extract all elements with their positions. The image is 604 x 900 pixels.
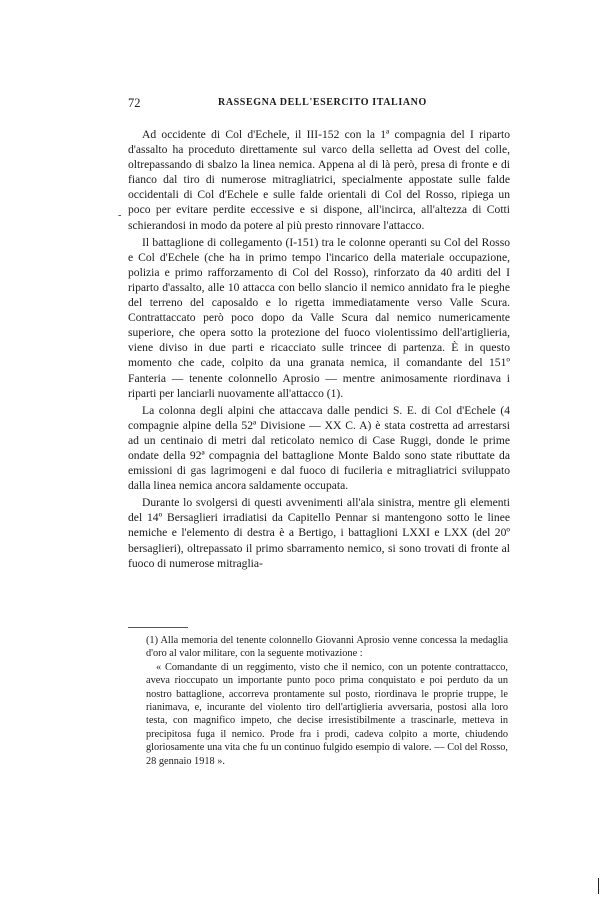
- running-head: RASSEGNA DELL'ESERCITO ITALIANO: [218, 97, 427, 108]
- paragraph: Durante lo svolgersi di questi avvenimenti all'ala sinistra, mentre gli elementi del 14º Bersaglieri irradiatisi da Capitello Pennar si mantengono sotto le linee nemiche e l'elemento di destra è a Bertigo, i battaglioni LXXI e LXX (del 20º bersaglieri), oltrepassato il primo sbarramento nemico, si sono trovati di fronte al fuoco di numerose mitraglia-: [128, 496, 510, 570]
- page-number: 72: [128, 96, 141, 110]
- footnote: [146, 634, 508, 768]
- margin-mark: -: [118, 210, 122, 221]
- paragraph: Ad occidente di Col d'Echele, il III-152 con la 1ª compagnia del I riparto d'assalto ha proceduto direttamente sul varco della selletta ad Ovest del colle, oltrepassando di sbalzo la linea nemica. Appena al di là però, presa di fronte e di fianco dal tiro di numerose mitragliatrici, specialmente appostate sulle falde occidentali di Col d'Echele e sulle falde orientali di Col del Rosso, ripiega un poco per evitare perdite eccessive e si dispone, all'incirca, all'altezza di Cotti schierandosi in modo da potere al più presto rinnovare l'attacco.: [128, 128, 510, 232]
- body-text: [128, 127, 510, 573]
- page-edge-mark: [598, 878, 599, 894]
- paragraph: La colonna degli alpini che attaccava dalle pendici S. E. di Col d'Echele (4 compagnie alpine della 52ª Divisione — XX C. A) è stata costretta ad arrestarsi ad un centinaio di metri dal reticolato nemico di Case Ruggi, donde le prime ondate della 92ª compagnia del battaglione Monte Baldo sono state ributtate da emissioni di gas lagrimogeni e dal fuoco di fucileria e mitragliatrici sviluppato dalla linea nemica ancora saldamente occupata.: [128, 403, 510, 493]
- footnote-divider: [128, 627, 188, 628]
- footnote-quote: « Comandante di un reggimento, visto che il nemico, con un potente contrattacco, aveva rioccupato un importante punto poco prima conquistato e poi perduto da un nostro battaglione, accorreva prontamente sul posto, riordinava le proprie truppe, le rianimava, e, incurante del violento tiro dell'artiglieria avversaria, postosi alla loro testa, con magnifico impeto, che decise irresistibilmente a trascinarle, metteva in precipitosa fuga il nemico. Prode fra i prodi, cadeva colpito a morte, chiudendo gloriosamente una vita che fu un continuo fulgido esempio di valore. — Col del Rosso, 28 gennaio 1918 ».: [146, 661, 508, 767]
- paragraph: Il battaglione di collegamento (I-151) tra le colonne operanti su Col del Rosso e Col d'Echele (che ha in primo tempo l'incarico della materiale occupazione, polizia e primo rafforzamento di Col del Rosso), rinforzato da 40 arditi del I riparto d'assalto, alle 10 attacca con bello slancio il nemico annidato fra le pieghe del terreno del caposaldo e lo rigetta immediatamente verso Valle Scura. Contrattaccato però poco dopo da Valle Scura dal nemico numericamente superiore, che opera sotto la protezione del fuoco violentissimo dell'artiglieria, viene diviso in due parti e ricacciato sulle trincee di partenza. È in questo momento che cade, colpito da una granata nemica, il comandante del 151º Fanteria — tenente colonnello Aprosio — mentre animosamente riordinava i riparti per lanciarli nuovamente all'attacco (1).: [128, 235, 510, 400]
- page-header: [128, 96, 508, 112]
- footnote-intro: (1) Alla memoria del tenente colonnello Giovanni Aprosio venne concessa la medaglia d'oro al valor militare, con la seguente motivazione :: [146, 635, 508, 660]
